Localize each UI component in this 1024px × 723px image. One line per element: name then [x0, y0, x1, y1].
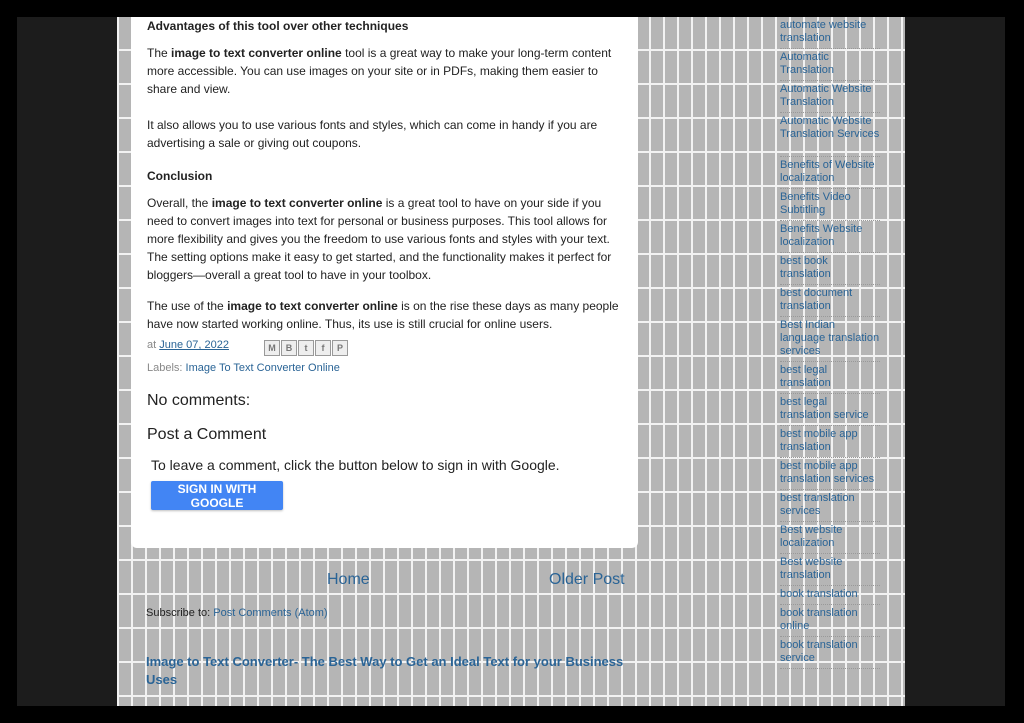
no-comments-heading: No comments:: [147, 392, 251, 409]
sidebar-item[interactable]: best document translation: [780, 285, 880, 317]
sidebar-item[interactable]: best legal translation: [780, 362, 880, 394]
sidebar-labels: [780, 17, 880, 669]
sidebar-item[interactable]: Best website localization: [780, 522, 880, 554]
post-comment-heading: Post a Comment: [147, 426, 267, 443]
paragraph-3: Overall, the image to text converter online is a great tool to have on your side if you need to convert images into text for personal or business purposes. This tool allows for more flexibility and gives you the freedom to use various fonts and styles with your text. The setting options make it easy to get started, and the functionality makes it perfect for bloggers—overall a great tool to have in your toolbox.: [147, 196, 612, 282]
sidebar-item[interactable]: automate website translation: [780, 17, 880, 49]
email-icon[interactable]: M: [264, 340, 280, 356]
paragraph-4: The use of the image to text converter online is on the rise these days as many people have now started working online. Thus, its use is still crucial for online users.: [147, 299, 619, 331]
paragraph-1: The image to text converter online tool is a great way to make your long-term content more accessible. You can use images on your site or in PDFs, making them easier to share and view.: [147, 46, 612, 96]
older-post-link[interactable]: Older Post: [549, 571, 625, 588]
sign-in-google-button[interactable]: SIGN IN WITH GOOGLE: [151, 481, 283, 510]
sidebar-item[interactable]: Best website translation: [780, 554, 880, 586]
post-body: [147, 17, 627, 333]
twitter-icon[interactable]: t: [298, 340, 314, 356]
sidebar-item[interactable]: best book translation: [780, 253, 880, 285]
sidebar-item[interactable]: Benefits Video Subtitling: [780, 189, 880, 221]
sidebar-item[interactable]: Best Indian language translation services: [780, 317, 880, 362]
sidebar-item[interactable]: book translation: [780, 586, 880, 605]
advantages-heading: Advantages of this tool over other techniques: [147, 19, 409, 33]
sidebar-item[interactable]: Benefits of Website localization: [780, 157, 880, 189]
sidebar-item[interactable]: best mobile app translation: [780, 426, 880, 458]
sidebar-item[interactable]: best legal translation service: [780, 394, 880, 426]
paragraph-2: It also allows you to use various fonts and styles, which can come in handy if you are advertising a sale or giving out coupons.: [147, 118, 598, 150]
blogger-icon[interactable]: B: [281, 340, 297, 356]
sidebar-item[interactable]: Automatic Website Translation: [780, 81, 880, 113]
post-meta: at June 07, 2022: [147, 339, 229, 351]
conclusion-heading: Conclusion: [147, 169, 213, 183]
facebook-icon[interactable]: f: [315, 340, 331, 356]
related-post-link[interactable]: Image to Text Converter- The Best Way to Get an Ideal Text for your Business Uses: [146, 654, 624, 687]
label-link[interactable]: Image To Text Converter Online: [185, 362, 340, 374]
pinterest-icon[interactable]: P: [332, 340, 348, 356]
post-date-link[interactable]: June 07, 2022: [159, 339, 229, 351]
subscribe-line: Subscribe to: Post Comments (Atom): [146, 607, 328, 619]
sidebar-item[interactable]: Automatic Translation: [780, 49, 880, 81]
atom-feed-link[interactable]: Post Comments (Atom): [213, 607, 328, 619]
sidebar-item[interactable]: Benefits Website localization: [780, 221, 880, 253]
post-labels: Labels: Image To Text Converter Online: [147, 362, 340, 374]
sidebar-item[interactable]: best translation services: [780, 490, 880, 522]
sidebar-item[interactable]: Automatic Website Translation Services: [780, 113, 880, 157]
sign-in-prompt: To leave a comment, click the button below to sign in with Google.: [151, 457, 560, 473]
sidebar-item[interactable]: book translation online: [780, 605, 880, 637]
share-buttons: [264, 340, 348, 356]
sidebar-item[interactable]: best mobile app translation services: [780, 458, 880, 490]
home-link[interactable]: Home: [327, 571, 370, 588]
sidebar-item[interactable]: book translation service: [780, 637, 880, 669]
